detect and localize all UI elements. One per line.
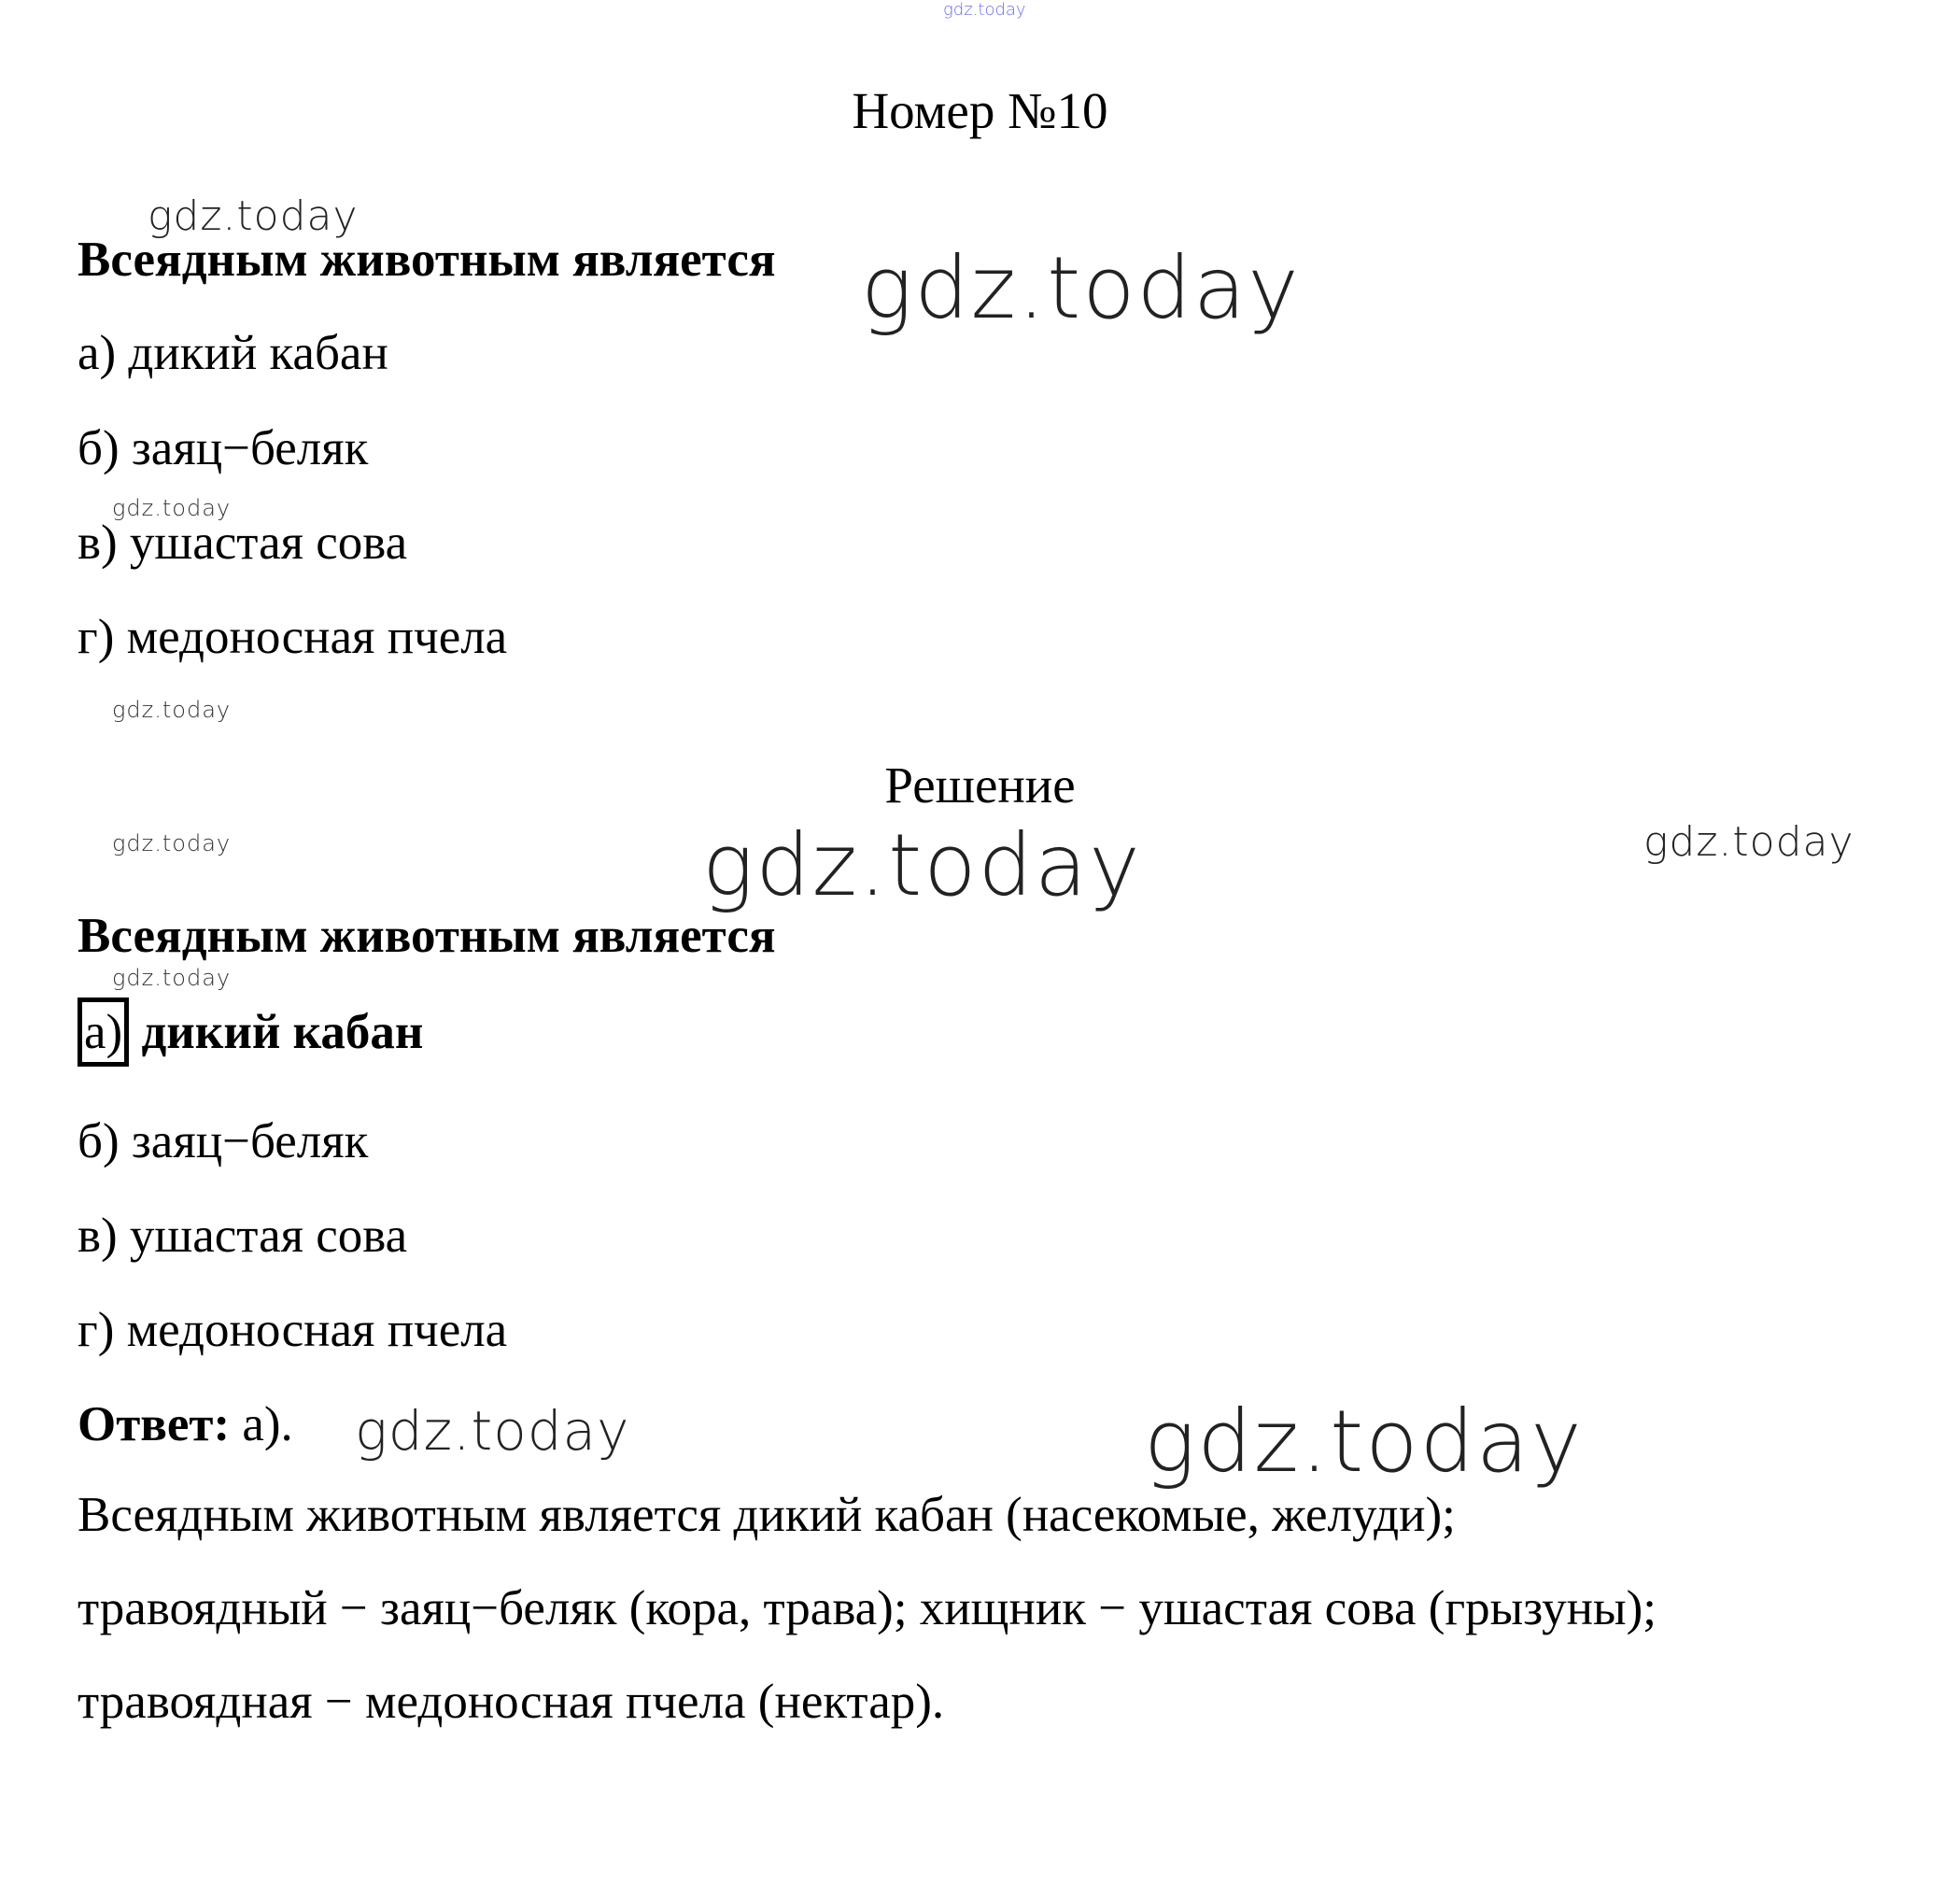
page-title: Номер №10 (852, 82, 1108, 139)
answer-label: Ответ: (78, 1397, 231, 1451)
solution-selected-option (78, 998, 423, 1067)
answer-value: а). (242, 1397, 293, 1451)
watermark: gdz.today (861, 238, 1301, 338)
watermark: gdz.today (1643, 818, 1854, 866)
question-prompt: Всеядным животным является (78, 233, 776, 287)
watermark: gdz.today (112, 495, 232, 521)
watermark: gdz.today (702, 815, 1142, 915)
watermark: gdz.today (112, 830, 232, 856)
watermark: gdz.today (1144, 1392, 1584, 1492)
selected-option-text: дикий кабан (141, 1005, 424, 1059)
solution-option-b: б) заяц−беляк (78, 1114, 369, 1168)
explanation-line-2: травоядный − заяц−беляк (кора, трава); хищник − ушастая сова (грызуны); (78, 1581, 1657, 1635)
solution-prompt: Всеядным животным является (78, 909, 776, 963)
explanation-line-3: травоядная − медоносная пчела (нектар). (78, 1675, 945, 1729)
watermark: gdz.today (112, 697, 232, 723)
solution-option-d: г) медоносная пчела (78, 1303, 508, 1357)
solution-heading: Решение (884, 757, 1076, 814)
question-option-d: г) медоносная пчела (78, 610, 508, 664)
answer-line (78, 1396, 293, 1452)
question-option-a: а) дикий кабан (78, 326, 388, 380)
watermark: gdz.today (355, 1399, 630, 1463)
watermark-top: gdz.today (943, 0, 1026, 20)
watermark: gdz.today (148, 192, 359, 240)
solution-option-c: в) ушастая сова (78, 1209, 408, 1263)
question-option-b: б) заяц−беляк (78, 421, 369, 475)
selected-letter-box: а) (78, 998, 129, 1067)
explanation-line-1: Всеядным животным является дикий кабан (насекомые, желуди); (78, 1488, 1456, 1542)
question-option-c: в) ушастая сова (78, 516, 408, 570)
watermark: gdz.today (112, 965, 232, 991)
